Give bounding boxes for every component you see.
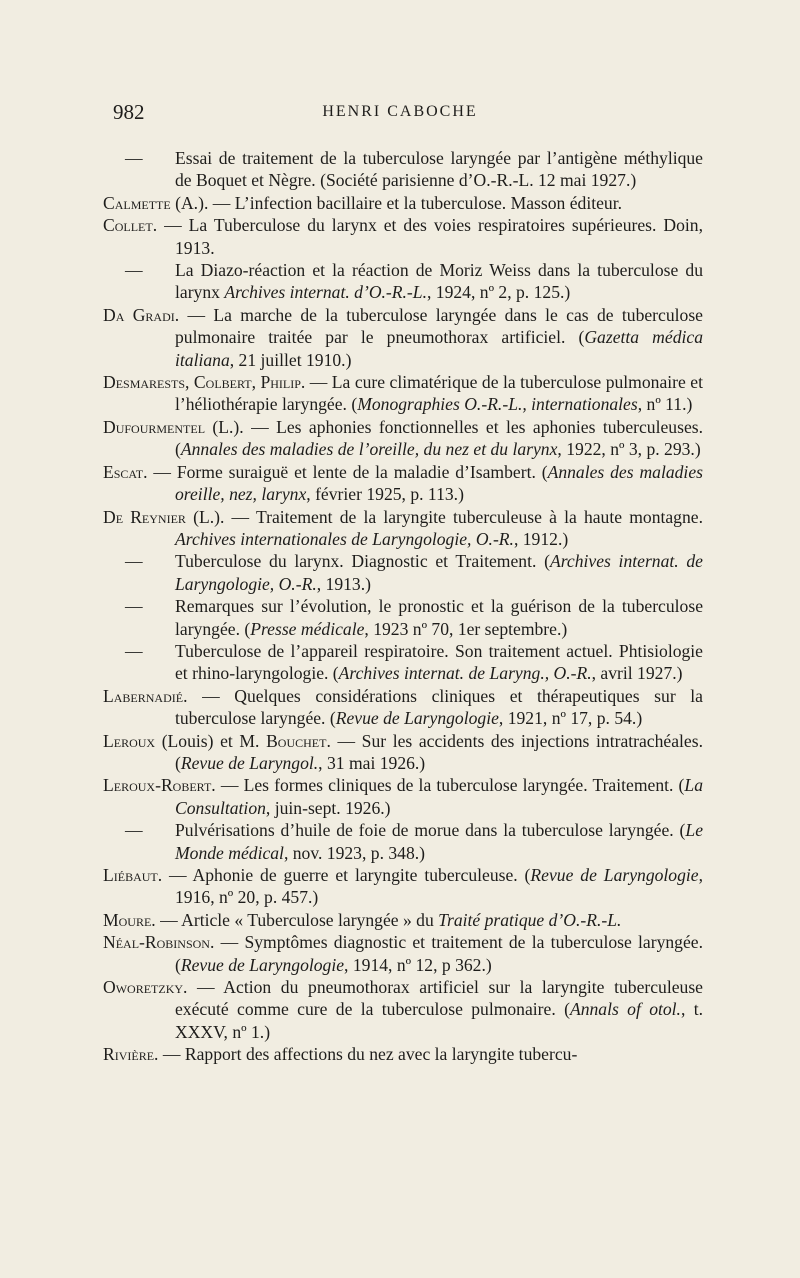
bibliography-entry xyxy=(103,550,703,595)
entry-text: — Aphonie de guerre et laryngite tuberculeuse. ( xyxy=(162,865,531,885)
bibliography-list xyxy=(103,147,703,1066)
entry-text: — Les formes cliniques de la tuberculose laryngée. Traitement. ( xyxy=(215,775,685,796)
ditto-dash: — xyxy=(125,551,143,572)
entry-source-title: Archives internat. de Laryngologie, O.-R. xyxy=(175,551,703,594)
entry-source-title: Le Monde médical xyxy=(175,820,703,863)
entry-text: (Louis) et M. xyxy=(155,730,267,751)
ditto-dash: — xyxy=(125,640,143,661)
entry-source-title: Annals of otol. xyxy=(569,999,681,1020)
entry-author: Moure. xyxy=(103,909,156,930)
entry-source-title: Revue de Laryngol. xyxy=(180,752,319,773)
entry-source-title: Gazetta médica italiana xyxy=(175,327,703,370)
entry-text: Pulvérisations d’huile de foie de morue dans la tuberculose laryngée. ( xyxy=(175,820,686,841)
entry-source-title: Presse médicale xyxy=(250,618,365,639)
bibliography-entry xyxy=(103,976,703,1043)
bibliography-entry xyxy=(103,147,703,192)
ditto-dash: — xyxy=(125,148,143,168)
entry-text: — Traitement de la laryngite tuberculeuse à la haute montagne. xyxy=(224,506,703,527)
bibliography-entry xyxy=(103,371,703,416)
bibliography-entry xyxy=(103,1043,703,1065)
entry-source-title: La Consultation xyxy=(175,775,703,818)
entry-text: — Les aphonies fonctionnelles et les aphonies tuberculeuses. ( xyxy=(175,416,704,460)
entry-source-title: Revue de Laryngologie xyxy=(180,954,345,975)
entry-source-title: Archives internat. de Laryng., O.-R. xyxy=(338,663,592,684)
entry-text: — L’infection bacillaire et la tuberculose. Masson éditeur. xyxy=(208,192,622,213)
entry-text: — La cure climatérique de la tuberculose pulmonaire et l’héliothérapie laryngée. ( xyxy=(175,372,703,415)
entry-text: , 1916, nº 20, p. 457.) xyxy=(175,865,703,908)
bibliography-entry xyxy=(103,685,703,730)
entry-text: — Sur les accidents des injections intratrachéales. ( xyxy=(175,730,703,773)
entry-text: — La marche de la tuberculose laryngée dans le cas de tuberculose pulmonaire traitée par le pneumothorax artificiel. ( xyxy=(175,304,703,348)
bibliography-entry xyxy=(103,909,703,931)
entry-text: , 1913.) xyxy=(316,573,371,594)
page-number: 982 xyxy=(113,100,145,124)
ditto-dash: — xyxy=(125,820,143,841)
entry-author: Labernadié. xyxy=(103,685,188,706)
entry-text: , 1924, nº 2, p. 125.) xyxy=(426,282,571,303)
entry-author: Desmarests, Colbert, Philip. xyxy=(103,372,306,393)
entry-text: , nº 11.) xyxy=(637,394,693,415)
entry-text: , février 1925, p. 113.) xyxy=(306,484,464,505)
entry-author: Dufourmentel (L.). xyxy=(103,416,244,437)
bibliography-entry xyxy=(103,595,703,640)
entry-text: — Forme suraiguë et lente de la maladie d’Isambert. ( xyxy=(147,461,548,482)
bibliography-entry xyxy=(103,259,703,304)
entry-text: , 1922, nº 3, p. 293.) xyxy=(557,439,701,460)
bibliography-entry xyxy=(103,730,703,775)
entry-author: Oworetzky. xyxy=(103,977,188,998)
entry-author: Collet. xyxy=(103,215,158,236)
entry-text: , avril 1927.) xyxy=(591,663,683,684)
entry-source-title: Annales des maladies de l’oreille, du nez et du larynx xyxy=(180,439,558,460)
entry-author: Escat. xyxy=(103,461,148,482)
entry-text: Bouchet. xyxy=(266,730,331,751)
bibliography-entry xyxy=(103,640,703,685)
page-header xyxy=(0,100,800,130)
entry-author: Rivière. xyxy=(103,1044,159,1065)
ditto-dash: — xyxy=(125,260,143,281)
entry-author: Calmette (A.). xyxy=(103,192,209,213)
entry-text: — Action du pneumothorax artificiel sur la laryngite tuberculeuse exécuté comme cure de la tuberculose pulmonaire. ( xyxy=(175,977,703,1020)
entry-text: Tuberculose de l’appareil respiratoire. Son traitement actuel. Phtisiologie et rhino-laryngologie. ( xyxy=(175,640,703,684)
entry-source-title: Revue de Laryngologie xyxy=(335,708,499,729)
entry-text: — Quelques considérations cliniques et thérapeutiques sur la tuberculose laryngée. ( xyxy=(175,685,703,729)
entry-text: Tuberculose du larynx. Diagnostic et Traitement. ( xyxy=(175,551,550,572)
entry-text: — La Tuberculose du larynx et des voies respiratoires supérieures. Doin, 1913. xyxy=(157,215,703,258)
entry-text: , 21 juillet 1910.) xyxy=(229,349,352,370)
bibliography-entry xyxy=(103,506,703,551)
bibliography-entry xyxy=(103,819,703,864)
bibliography-entry xyxy=(103,774,703,819)
entry-source-title: Annales des maladies oreille, nez, larynx xyxy=(175,461,703,505)
entry-text: , nov. 1923, p. 348.) xyxy=(283,842,426,863)
bibliography-entry xyxy=(103,416,703,461)
bibliography-entry xyxy=(103,192,703,214)
entry-text: , juin-sept. 1926.) xyxy=(265,797,391,818)
ditto-dash: — xyxy=(125,596,143,617)
entry-text: — Symptômes diagnostic et traitement de la tuberculose laryngée. ( xyxy=(175,932,703,975)
bibliography-entry xyxy=(103,304,703,371)
entry-author: Néal-Robinson. xyxy=(103,932,215,953)
entry-text: — Rapport des affections du nez avec la laryngite tubercu- xyxy=(158,1044,578,1065)
entry-text: , 1923 nº 70, 1er septembre.) xyxy=(364,618,568,639)
bibliography-entry xyxy=(103,214,703,259)
entry-text: Remarques sur l’évolution, le pronostic et la guérison de la tuberculose laryngée. ( xyxy=(175,596,703,639)
entry-source-title: Archives internat. d’O.-R.-L. xyxy=(224,282,427,303)
entry-source-title: Revue de Laryngologie xyxy=(530,865,699,885)
running-title: HENRI CABOCHE xyxy=(322,103,478,120)
bibliography-entry xyxy=(103,931,703,976)
entry-source-title: Traité pratique d’O.-R.-L. xyxy=(438,909,622,930)
entry-source-title: Monographies O.-R.-L., internationales xyxy=(357,394,638,415)
entry-author: Liébaut. xyxy=(103,865,163,885)
entry-text: , 1921, nº 17, p. 54.) xyxy=(498,708,643,729)
entry-text: , 1912.) xyxy=(513,528,569,549)
entry-text: , 31 mai 1926.) xyxy=(318,752,426,773)
entry-text: , t. XXXV, nº 1.) xyxy=(175,999,703,1042)
entry-author: De Reynier (L.). xyxy=(103,506,225,527)
entry-author: Leroux-Robert. xyxy=(103,775,216,796)
bibliography-entry xyxy=(103,864,703,909)
entry-text: — Article « Tuberculose laryngée » du xyxy=(155,909,439,930)
bibliography-entry xyxy=(103,461,703,506)
entry-text: , 1914, nº 12, p 362.) xyxy=(344,954,492,975)
entry-text: Essai de traitement de la tuberculose laryngée par l’antigène méthylique de Boquet et Nègre. (Société parisienne d’O.-R.-L. 12 mai 1927.) xyxy=(175,148,703,191)
entry-author: Leroux xyxy=(103,730,156,751)
entry-source-title: Archives internationales de Laryngologie, O.-R. xyxy=(175,528,514,549)
entry-text: La Diazo-réaction et la réaction de Moriz Weiss dans la tuberculose du larynx xyxy=(175,260,703,303)
entry-author: Da Gradi. xyxy=(103,304,180,325)
